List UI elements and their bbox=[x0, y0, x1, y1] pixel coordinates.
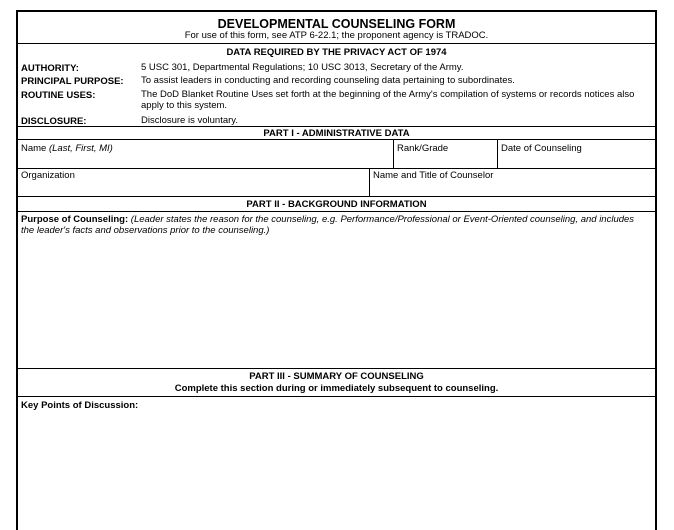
purpose-hint: (Leader states the reason for the counseling, e.g. Performance/Professional or Event-Oriented counseling, and includes the leader's facts and observations prior to the counseling.) bbox=[21, 214, 635, 236]
routine-uses-value: The DoD Blanket Routine Uses set forth at the beginning of the Army's compilation of systems or records notices also apply to this system. bbox=[141, 89, 635, 111]
key-points-textarea[interactable] bbox=[21, 414, 651, 514]
name-input[interactable] bbox=[21, 155, 391, 167]
form-title: DEVELOPMENTAL COUNSELING FORM bbox=[217, 17, 456, 31]
rank-grade-input[interactable] bbox=[397, 155, 497, 167]
form-subtitle: For use of this form, see ATP 6-22.1; the proponent agency is TRADOC. bbox=[184, 30, 489, 41]
divider bbox=[18, 126, 655, 127]
divider bbox=[18, 196, 655, 197]
part3-subheading: Complete this section during or immediately subsequent to counseling. bbox=[174, 383, 499, 394]
part2-heading: PART II - BACKGROUND INFORMATION bbox=[246, 199, 427, 210]
divider bbox=[497, 139, 498, 168]
counselor-label: Name and Title of Counselor bbox=[373, 170, 494, 181]
privacy-act-heading: DATA REQUIRED BY THE PRIVACY ACT OF 1974 bbox=[226, 47, 447, 58]
name-hint: (Last, First, MI) bbox=[48, 143, 113, 154]
key-points-label: Key Points of Discussion: bbox=[21, 400, 139, 411]
principal-purpose-value: To assist leaders in conducting and recording counseling data pertaining to subordinates. bbox=[141, 75, 515, 86]
part1-heading: PART I - ADMINISTRATIVE DATA bbox=[263, 128, 410, 139]
routine-uses-label: ROUTINE USES: bbox=[21, 90, 96, 101]
name-field-label bbox=[21, 143, 113, 154]
authority-label: AUTHORITY: bbox=[21, 63, 79, 74]
purpose-of-counseling bbox=[21, 214, 643, 236]
rank-grade-label: Rank/Grade bbox=[397, 143, 449, 154]
authority-value: 5 USC 301, Departmental Regulations; 10 USC 3013, Secretary of the Army. bbox=[141, 62, 464, 73]
organization-input[interactable] bbox=[21, 182, 366, 194]
divider bbox=[18, 368, 655, 369]
divider bbox=[18, 43, 655, 44]
part3-heading: PART III - SUMMARY OF COUNSELING bbox=[249, 371, 424, 382]
name-label: Name bbox=[21, 143, 47, 154]
purpose-textarea[interactable] bbox=[21, 238, 651, 366]
date-of-counseling-label: Date of Counseling bbox=[501, 143, 582, 154]
date-of-counseling-input[interactable] bbox=[501, 155, 651, 167]
divider bbox=[369, 168, 370, 196]
disclosure-value: Disclosure is voluntary. bbox=[141, 115, 238, 126]
divider bbox=[18, 211, 655, 212]
principal-purpose-label: PRINCIPAL PURPOSE: bbox=[21, 76, 124, 87]
counselor-input[interactable] bbox=[373, 182, 653, 194]
disclosure-label: DISCLOSURE: bbox=[21, 116, 87, 127]
divider bbox=[18, 168, 655, 169]
divider bbox=[393, 139, 394, 168]
divider bbox=[18, 139, 655, 140]
counseling-form bbox=[16, 10, 657, 530]
purpose-label: Purpose of Counseling: bbox=[21, 214, 129, 225]
divider bbox=[18, 396, 655, 397]
organization-label: Organization bbox=[21, 170, 75, 181]
